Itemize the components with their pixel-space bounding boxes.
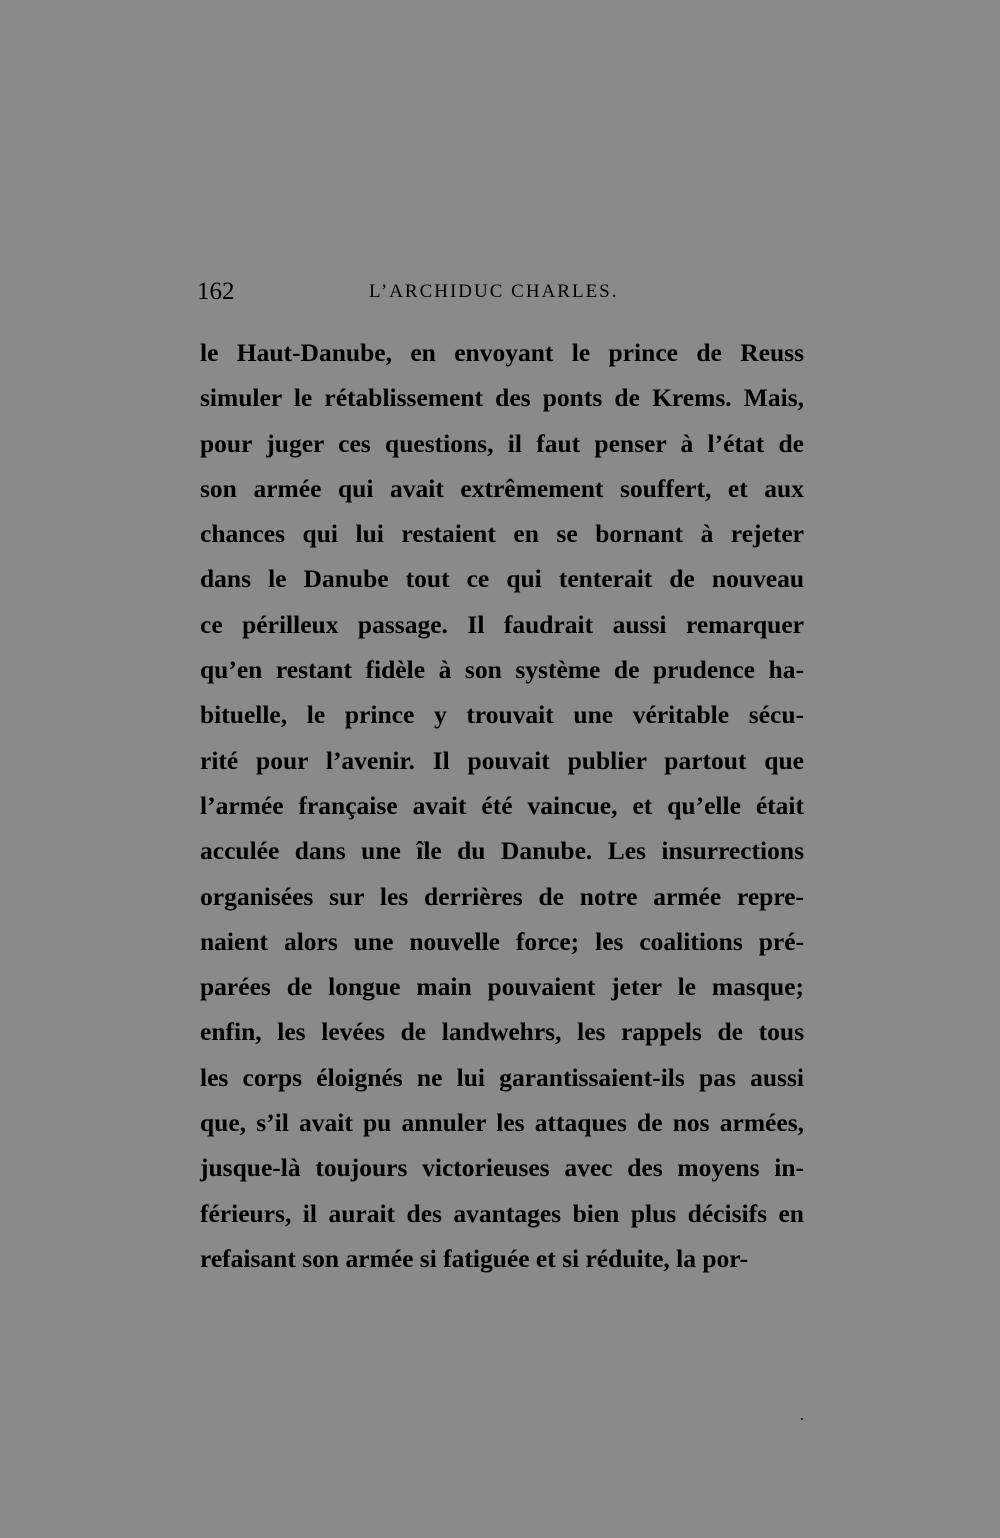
page-number: 162 (197, 278, 235, 305)
text-line-16: enfin, les levées de landwehrs, les rappels de tous (200, 1017, 804, 1047)
text-line-9: bituelle, le prince y trouvait une véritable sécu- (200, 700, 804, 730)
text-line-6: dans le Danube tout ce qui tenterait de nouveau (200, 564, 804, 594)
running-title: L’ARCHIDUC CHARLES. (369, 281, 619, 302)
text-line-15: parées de longue main pouvaient jeter le masque; (200, 972, 804, 1002)
text-line-8: qu’en restant fidèle à son système de prudence ha- (200, 655, 804, 685)
text-line-3: pour juger ces questions, il faut penser à l’état de (200, 428, 804, 458)
running-head (197, 274, 807, 310)
text-line-11: l’armée française avait été vaincue, et qu’elle était (200, 790, 804, 820)
body-text (200, 330, 804, 1281)
text-line-18: que, s’il avait pu annuler les attaques de nos armées, (200, 1108, 804, 1138)
text-line-14: naient alors une nouvelle force; les coalitions pré- (200, 926, 804, 956)
text-line-4: son armée qui avait extrêmement souffert, et aux (200, 473, 804, 503)
text-line-10: rité pour l’avenir. Il pouvait publier partout que (200, 745, 804, 775)
text-line-19: jusque-là toujours victorieuses avec des moyens in- (200, 1153, 804, 1183)
text-line-5: chances qui lui restaient en se bornant à rejeter (200, 519, 804, 549)
scan-speck (801, 1418, 803, 1420)
text-line-21: refaisant son armée si fatiguée et si réduite, la por- (200, 1243, 749, 1273)
text-line-1: le Haut-Danube, en envoyant le prince de Reuss (200, 338, 804, 367)
text-line-20: férieurs, il aurait des avantages bien plus décisifs en (200, 1198, 804, 1228)
text-line-7: ce périlleux passage. Il faudrait aussi remarquer (200, 609, 804, 639)
text-line-13: organisées sur les derrières de notre armée repre- (200, 881, 804, 911)
text-line-17: les corps éloignés ne lui garantissaient-ils pas aussi (200, 1062, 804, 1092)
text-line-12: acculée dans une île du Danube. Les insurrections (200, 836, 804, 866)
text-line-2: simuler le rétablissement des ponts de Krems. Mais, (200, 383, 804, 413)
